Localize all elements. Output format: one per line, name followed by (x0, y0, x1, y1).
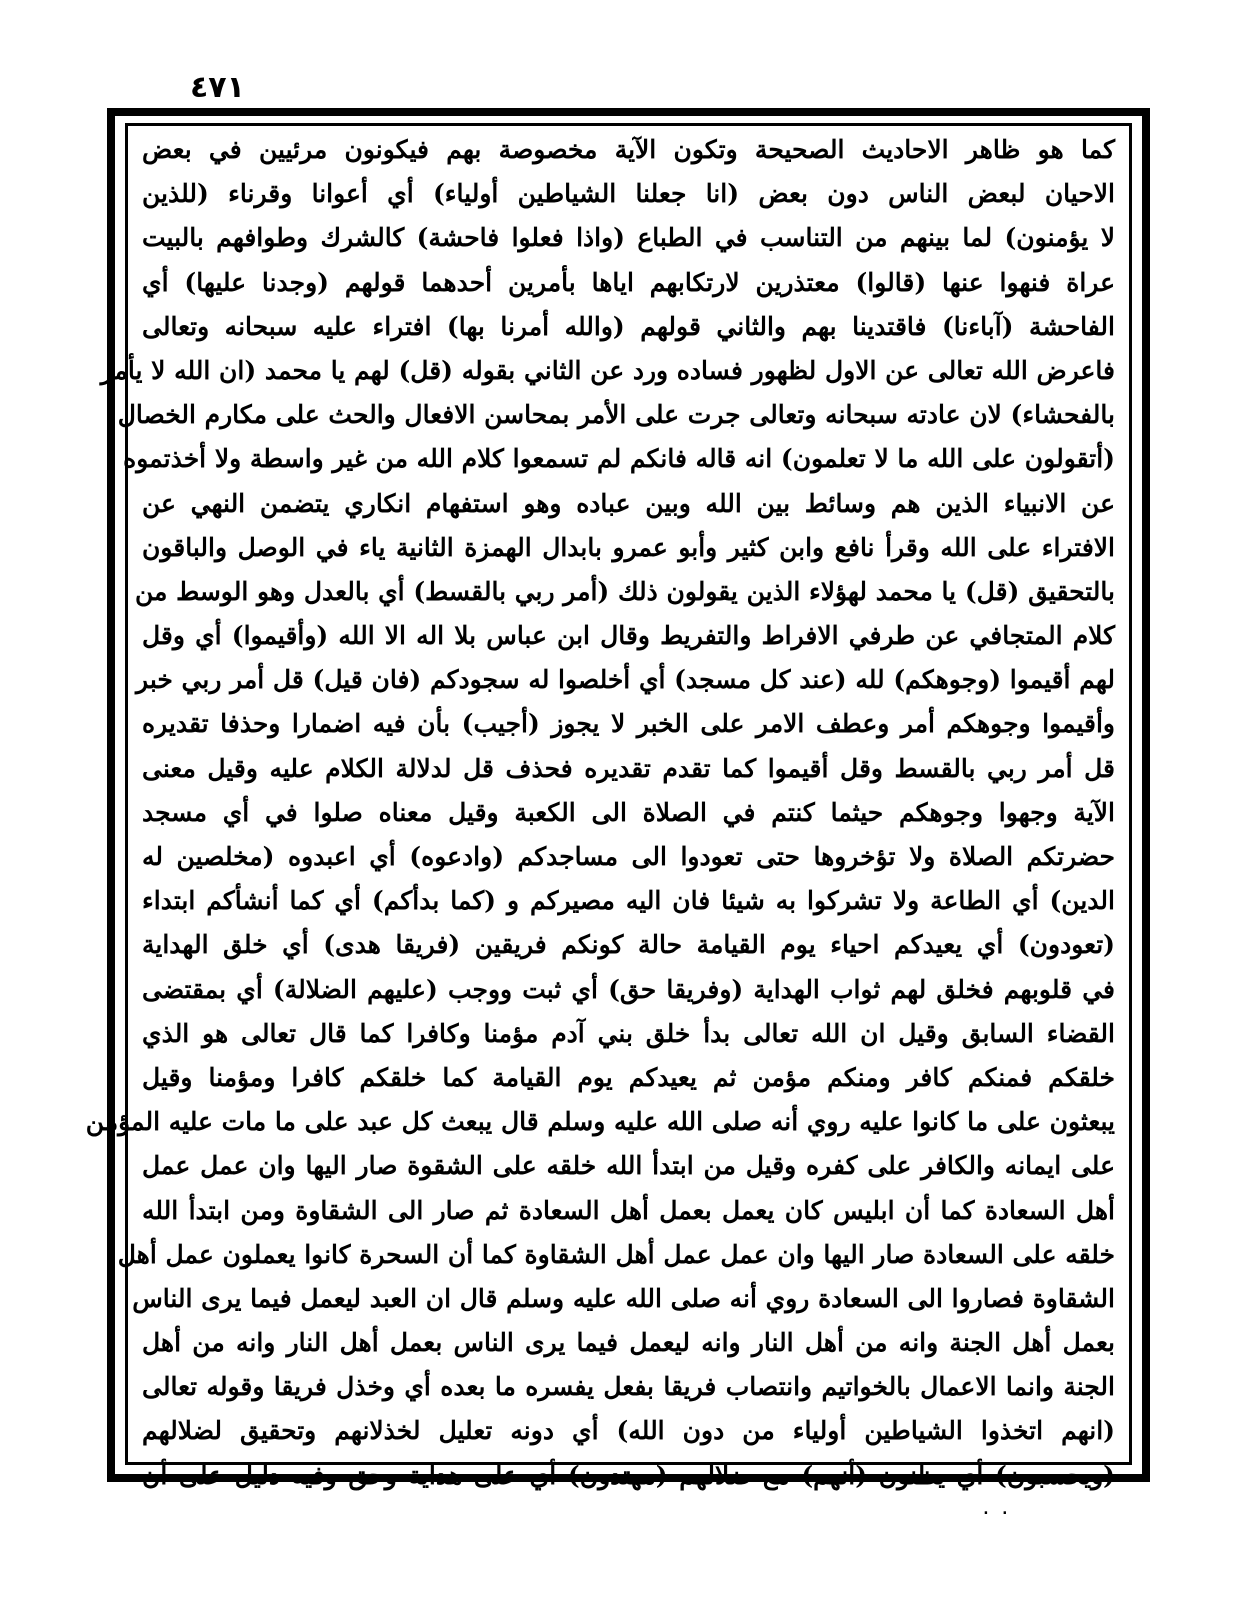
text-line: حضرتكم الصلاة ولا تؤخروها حتى تعودوا الى مساجدكم (وادعوه) أي اعبدوه (مخلصين له (142, 842, 1115, 871)
text-line: الاحيان لبعض الناس دون بعض (انا جعلنا الشياطين أولياء) أي أعوانا وقرناء (للذين (142, 179, 1115, 209)
text-line: خلقه على السعادة صار اليها وان عمل عمل أهل الشقاوة كما أن السحرة كانوا يعملون عمل أهل (117, 1239, 1115, 1269)
text-line: القضاء السابق وقيل ان الله تعالى بدأ خلق بني آدم مؤمنا وكافرا كما قال تعالى هو الذي (142, 1018, 1115, 1048)
text-line: كلام المتجافي عن طرفي الافراط والتفريط وقال ابن عباس بلا اله الا الله (وأقيموا) أي وقل (142, 621, 1115, 651)
page-number: ٤٧١ (190, 70, 245, 105)
text-line: لا يؤمنون) لما بينهم من التناسب في الطباع (واذا فعلوا فاحشة) كالشرك وطوافهم بالبيت (142, 223, 1115, 253)
body-text (85, 128, 1115, 1490)
text-line: يبعثون على ما كانوا عليه روي أنه صلى الله عليه وسلم قال يبعث كل عبد على ما مات عليه المؤمن (85, 1107, 1115, 1137)
text-line: الشقاوة فصاروا الى السعادة روي أنه صلى الله عليه وسلم قال ان العبد ليعمل فيما يرى الناس (132, 1283, 1115, 1313)
text-line: الآية وجهوا وجوهكم حيثما كنتم في الصلاة الى الكعبة وقيل معناه صلوا في أي مسجد (142, 797, 1115, 827)
text-line: (انهم اتخذوا الشياطين أولياء من دون الله) أي دونه تعليل لخذلانهم وتحقيق لضلالهم (142, 1416, 1115, 1446)
footer-mark: ٠ ٠ (980, 1500, 1011, 1525)
text-line: عن الانبياء الذين هم وسائط بين الله وبين عباده وهو استفهام انكاري يتضمن النهي عن (142, 488, 1115, 518)
text-line: الدين) أي الطاعة ولا تشركوا به شيئا فان اليه مصيركم و (كما بدأكم) أي كما أنشأكم ابتداء (142, 886, 1115, 916)
text-line: الفاحشة (آباءنا) فاقتدينا بهم والثاني قولهم (والله أمرنا بها) افتراء عليه سبحانه وتعالى (142, 311, 1115, 341)
text-line: أهل السعادة كما أن ابليس كان يعمل بعمل أهل السعادة ثم صار الى الشقاوة ومن ابتدأ الله (142, 1195, 1115, 1225)
text-line: لهم أقيموا (وجوهكم) لله (عند كل مسجد) أي أخلصوا له سجودكم (فان قيل) قل أمر ربي خبر (136, 665, 1115, 695)
text-line: فاعرض الله تعالى عن الاول لظهور فساده ورد عن الثاني بقوله (قل) لهم يا محمد (ان الله لا يأمر (100, 355, 1115, 385)
text-line: (أتقولون على الله ما لا تعلمون) انه قاله فانكم لم تسمعوا كلام الله من غير واسطة ولا أخذتموه (123, 444, 1115, 474)
text-line: في قلوبهم فخلق لهم ثواب الهداية (وفريقا حق) أي ثبت ووجب (عليهم الضلالة) أي بمقتضى (142, 974, 1115, 1004)
text-line: بالفحشاء) لان عادته سبحانه وتعالى جرت على الأمر بمحاسن الافعال والحث على مكارم الخصال (117, 400, 1115, 430)
text-line: كما هو ظاهر الاحاديث الصحيحة وتكون الآية مخصوصة بهم فيكونون مرئيين في بعض (142, 135, 1115, 164)
text-line: الجنة وانما الاعمال بالخواتيم وانتصاب فريقا بفعل يفسره ما بعده أي وخذل فريقا وقوله تعالى (142, 1372, 1115, 1402)
text-line: بالتحقيق (قل) يا محمد لهؤلاء الذين يقولون ذلك (أمر ربي بالقسط) أي بالعدل وهو الوسط من (135, 576, 1115, 606)
text-line: وأقيموا وجوهكم أمر وعطف الامر على الخبر لا يجوز (أجيب) بأن فيه اضمارا وحذفا تقديره (142, 709, 1115, 739)
text-line: (ويحسبون) أي يظنون (أنهم) مع ضلالهم (مهتدون) أي على هداية وحق وفيه دليل على أن (142, 1460, 1115, 1490)
text-line: على ايمانه والكافر على كفره وقيل من ابتدأ الله خلقه على الشقوة صار اليها وان عمل عمل (142, 1151, 1115, 1181)
text-line: خلقكم فمنكم كافر ومنكم مؤمن ثم يعيدكم يوم القيامة كما خلقكم كافرا ومؤمنا وقيل (142, 1062, 1115, 1092)
text-line: قل أمر ربي بالقسط وقل أقيموا كما تقدم تقديره فحذف قل لدلالة الكلام عليه وقيل معنى (142, 753, 1115, 783)
text-line: (تعودون) أي يعيدكم احياء يوم القيامة حالة كونكم فريقين (فريقا هدى) أي خلق الهداية (142, 930, 1115, 960)
text-line: بعمل أهل الجنة وانه من أهل النار وانه ليعمل فيما يرى الناس بعمل أهل النار وانه من أهل (142, 1328, 1115, 1358)
text-line: الافتراء على الله وقرأ نافع وابن كثير وأبو عمرو بابدال الهمزة الثانية ياء في الوصل والباقون (142, 532, 1115, 562)
text-line: عراة فنهوا عنها (قالوا) معتذرين لارتكابهم اياها بأمرين أحدهما قولهم (وجدنا عليها) أي (142, 267, 1115, 297)
